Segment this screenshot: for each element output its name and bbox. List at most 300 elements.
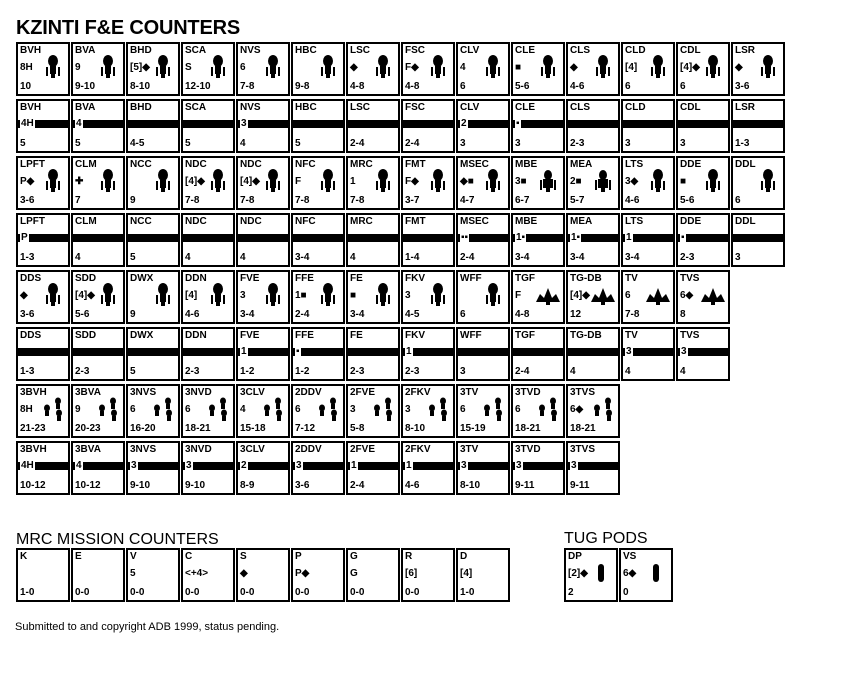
counter-stat: ◆ <box>20 290 28 301</box>
ship2-icon <box>535 168 561 194</box>
unit-counter[interactable] <box>16 156 70 210</box>
crippled-counter[interactable] <box>346 99 400 153</box>
mrc-mission-counter[interactable] <box>71 548 125 602</box>
counter-name: CLM <box>75 159 97 170</box>
crippled-counter[interactable] <box>621 327 675 381</box>
counter-name: FKV <box>405 273 425 284</box>
crippled-counter[interactable] <box>676 99 730 153</box>
counter-stat: [4]◆ <box>75 290 95 301</box>
crippled-bar <box>183 348 233 356</box>
crippled-counter[interactable] <box>511 327 565 381</box>
counter-stat: 3■ <box>515 176 527 187</box>
unit-counter[interactable] <box>456 270 510 324</box>
counter-name: 3CLV <box>240 387 265 398</box>
counter-stat: 3◆ <box>625 176 639 187</box>
unit-counter[interactable] <box>621 156 675 210</box>
unit-counter[interactable] <box>346 156 400 210</box>
mrc-mission-counter[interactable] <box>126 548 180 602</box>
crippled-counter[interactable] <box>181 327 235 381</box>
unit-counter[interactable] <box>456 42 510 96</box>
crippled-bar <box>18 348 68 356</box>
crippled-counter[interactable] <box>181 99 235 153</box>
crippled-counter[interactable] <box>456 99 510 153</box>
counter-bottom: 3-4 <box>240 309 255 320</box>
unit-counter[interactable] <box>401 270 455 324</box>
unit-counter[interactable] <box>71 270 125 324</box>
unit-counter[interactable] <box>731 42 785 96</box>
crippled-counter[interactable] <box>16 213 70 267</box>
counter-bottom: 2-3 <box>405 366 420 377</box>
unit-counter[interactable] <box>236 384 290 438</box>
crippled-bar <box>458 348 508 356</box>
counter-bottom: 5 <box>295 138 301 149</box>
counter-bottom: 4 <box>625 366 631 377</box>
crippled-bar-label: 4H <box>21 118 34 129</box>
crippled-bar <box>403 462 453 470</box>
unit-counter[interactable] <box>346 42 400 96</box>
crippled-bar <box>513 234 563 242</box>
ship1-icon <box>40 168 66 194</box>
counter-bottom: 3 <box>680 138 686 149</box>
unit-counter[interactable] <box>566 42 620 96</box>
crippled-bar-label: 3 <box>296 460 302 471</box>
group-icon <box>315 396 341 422</box>
unit-counter[interactable] <box>71 42 125 96</box>
unit-counter[interactable] <box>456 384 510 438</box>
tug-icon <box>645 282 671 308</box>
crippled-counter[interactable] <box>511 99 565 153</box>
counter-bottom: 4-7 <box>460 195 475 206</box>
group-icon <box>40 396 66 422</box>
unit-counter[interactable] <box>511 42 565 96</box>
crippled-counter[interactable] <box>291 441 345 495</box>
unit-counter[interactable] <box>731 156 785 210</box>
ship1-icon <box>40 282 66 308</box>
ship1-icon <box>260 54 286 80</box>
counter-bottom: 5-6 <box>680 195 695 206</box>
unit-counter[interactable] <box>566 384 620 438</box>
counter-bottom: 3 <box>515 138 521 149</box>
counter-name: R <box>405 551 413 562</box>
ship1-icon <box>645 168 671 194</box>
crippled-counter[interactable] <box>566 327 620 381</box>
counter-name: 3BVA <box>75 387 101 398</box>
counter-bottom: 4 <box>240 252 246 263</box>
counter-stat: [6] <box>405 568 418 579</box>
counter-bottom: 7-8 <box>240 81 255 92</box>
crippled-bar <box>293 234 343 242</box>
mrc-mission-counter[interactable] <box>456 548 510 602</box>
counter-name: NDC <box>240 159 262 170</box>
counter-name: CLE <box>515 102 535 113</box>
counter-name: 3NVD <box>185 444 212 455</box>
group-icon <box>480 396 506 422</box>
counter-bottom: 4-6 <box>405 480 420 491</box>
crippled-bar-label: 4H <box>21 460 34 471</box>
counter-bottom: 2-3 <box>680 252 695 263</box>
unit-counter[interactable] <box>511 270 565 324</box>
counter-name: NFC <box>295 216 316 227</box>
counter-name: WFF <box>460 273 482 284</box>
counter-stat: [4]◆ <box>570 290 590 301</box>
counter-name: LSC <box>350 102 370 113</box>
counter-stat: P◆ <box>20 176 35 187</box>
unit-counter[interactable] <box>126 42 180 96</box>
crippled-bar <box>513 462 563 470</box>
counter-name: SDD <box>75 273 97 284</box>
counter-stat: 8H <box>20 404 33 415</box>
ship1-icon <box>260 282 286 308</box>
counter-stat: F◆ <box>405 176 419 187</box>
counter-name: HBC <box>295 102 317 113</box>
counter-stat: ■ <box>680 176 687 187</box>
crippled-counter[interactable] <box>621 99 675 153</box>
crippled-bar-label: ▪ <box>681 232 685 243</box>
mrc-mission-counter[interactable] <box>401 548 455 602</box>
unit-counter[interactable] <box>181 156 235 210</box>
counter-bottom: 4-6 <box>625 195 640 206</box>
counter-name: NCC <box>130 216 152 227</box>
tug-pod-counter[interactable] <box>619 548 673 602</box>
crippled-bar <box>18 120 68 128</box>
counter-bottom: 3-4 <box>570 252 585 263</box>
counter-bottom: 2-4 <box>350 480 365 491</box>
unit-counter[interactable] <box>16 270 70 324</box>
counter-stat: S <box>185 62 192 73</box>
counter-bottom: 3 <box>460 366 466 377</box>
crippled-counter[interactable] <box>731 213 785 267</box>
crippled-bar <box>293 120 343 128</box>
crippled-bar <box>403 120 453 128</box>
unit-counter[interactable] <box>676 42 730 96</box>
crippled-bar <box>513 120 563 128</box>
unit-counter[interactable] <box>401 384 455 438</box>
counter-name: CLV <box>460 102 480 113</box>
unit-counter[interactable] <box>456 156 510 210</box>
crippled-counter[interactable] <box>71 99 125 153</box>
unit-counter[interactable] <box>16 384 70 438</box>
counter-bottom: 0-0 <box>130 587 145 598</box>
unit-counter[interactable] <box>236 270 290 324</box>
crippled-bar <box>238 462 288 470</box>
unit-counter[interactable] <box>401 42 455 96</box>
crippled-counter[interactable] <box>566 441 620 495</box>
crippled-counter[interactable] <box>456 441 510 495</box>
counter-bottom: 1-4 <box>405 252 420 263</box>
counter-bottom: 4 <box>680 366 686 377</box>
counter-bottom: 6 <box>735 195 741 206</box>
counter-name: E <box>75 551 82 562</box>
crippled-counter[interactable] <box>181 441 235 495</box>
crippled-counter[interactable] <box>126 441 180 495</box>
crippled-counter[interactable] <box>401 213 455 267</box>
crippled-counter[interactable] <box>126 99 180 153</box>
full-strength-row <box>16 384 816 436</box>
crippled-bar <box>348 120 398 128</box>
crippled-counter[interactable] <box>401 441 455 495</box>
counter-bottom: 8-10 <box>130 81 151 92</box>
counter-stat: 9 <box>75 62 81 73</box>
counter-name: NVS <box>240 102 261 113</box>
counter-bottom: 2-3 <box>75 366 90 377</box>
counter-name: LSC <box>350 45 370 56</box>
counter-name: LTS <box>625 159 644 170</box>
unit-counter[interactable] <box>181 270 235 324</box>
counter-bottom: 5-7 <box>570 195 585 206</box>
unit-counter[interactable] <box>16 42 70 96</box>
crippled-bar-label: 3 <box>241 118 247 129</box>
crippled-counter[interactable] <box>456 213 510 267</box>
counter-name: CLS <box>570 102 590 113</box>
counter-bottom: 4 <box>75 252 81 263</box>
unit-counter[interactable] <box>566 270 620 324</box>
mrc-mission-counter[interactable] <box>236 548 290 602</box>
counter-bottom: 7-12 <box>295 423 316 434</box>
crippled-counter[interactable] <box>346 441 400 495</box>
counter-stat: ◆ <box>570 62 578 73</box>
crippled-bar <box>18 462 68 470</box>
counter-name: CLD <box>625 45 646 56</box>
ship1-icon <box>95 54 121 80</box>
counter-stat: 6◆ <box>570 404 584 415</box>
unit-counter[interactable] <box>181 42 235 96</box>
crippled-counter[interactable] <box>621 213 675 267</box>
counter-bottom: 2-4 <box>295 309 310 320</box>
crippled-counter[interactable] <box>346 327 400 381</box>
mrc-mission-counter[interactable] <box>346 548 400 602</box>
mrc-section-title: MRC MISSION COUNTERS <box>16 531 219 548</box>
counter-name: FE <box>350 273 363 284</box>
unit-counter[interactable] <box>291 270 345 324</box>
crippled-counter[interactable] <box>456 327 510 381</box>
counter-stat: P◆ <box>295 568 310 579</box>
counter-bottom: 1-3 <box>20 366 35 377</box>
crippled-bar <box>678 234 728 242</box>
counter-bottom: 10-12 <box>20 480 46 491</box>
counter-stat: [5]◆ <box>130 62 150 73</box>
ship1-icon <box>590 54 616 80</box>
counter-bottom: 5-8 <box>350 423 365 434</box>
counter-name: TVS <box>680 330 700 341</box>
counter-bottom: 3-6 <box>295 480 310 491</box>
counter-bottom: 2 <box>568 587 574 598</box>
crippled-counter[interactable] <box>236 441 290 495</box>
unit-counter[interactable] <box>676 156 730 210</box>
ship1-icon <box>205 54 231 80</box>
crippled-bar <box>238 348 288 356</box>
unit-counter[interactable] <box>126 270 180 324</box>
counter-bottom: 1-0 <box>20 587 35 598</box>
unit-counter[interactable] <box>291 384 345 438</box>
crippled-counter[interactable] <box>566 213 620 267</box>
unit-counter[interactable] <box>126 384 180 438</box>
crippled-bar <box>183 120 233 128</box>
counter-name: DDN <box>185 273 207 284</box>
crippled-counter[interactable] <box>181 213 235 267</box>
crippled-counter[interactable] <box>16 441 70 495</box>
counter-name: 3TV <box>460 387 479 398</box>
group-icon <box>535 396 561 422</box>
crippled-bar <box>128 462 178 470</box>
counter-name: WFF <box>460 330 482 341</box>
counter-name: FFE <box>295 330 314 341</box>
counter-bottom: 7-8 <box>240 195 255 206</box>
unit-counter[interactable] <box>566 156 620 210</box>
unit-counter[interactable] <box>291 156 345 210</box>
crippled-counter[interactable] <box>71 213 125 267</box>
ship1-icon <box>370 282 396 308</box>
counter-stat: [2]◆ <box>568 568 588 579</box>
crippled-counter[interactable] <box>676 213 730 267</box>
counter-name: MEA <box>570 159 593 170</box>
copyright-footer: Submitted to and copyright ADB 1999, status pending. <box>15 621 280 633</box>
crippled-counter[interactable] <box>401 327 455 381</box>
counter-name: 3BVA <box>75 444 101 455</box>
counter-stat: 6 <box>185 404 191 415</box>
counter-name: TV <box>625 273 638 284</box>
group-icon <box>590 396 616 422</box>
ship1-icon <box>425 168 451 194</box>
crippled-counter[interactable] <box>511 441 565 495</box>
counter-stat: [4] <box>460 568 473 579</box>
counter-name: MRC <box>350 159 373 170</box>
counter-stat: 8H <box>20 62 33 73</box>
crippled-counter[interactable] <box>71 441 125 495</box>
pod-icon <box>643 560 669 586</box>
counter-bottom: 2-3 <box>570 138 585 149</box>
counter-name: CDL <box>680 45 701 56</box>
counter-name: DDE <box>680 159 702 170</box>
counter-bottom: 6 <box>680 81 686 92</box>
ship1-icon <box>150 282 176 308</box>
counter-name: FMT <box>405 159 426 170</box>
counter-bottom: 0-0 <box>75 587 90 598</box>
counter-bottom: 4 <box>570 366 576 377</box>
counter-bottom: 6-7 <box>515 195 530 206</box>
counter-name: 3TVD <box>515 387 541 398</box>
crippled-bar <box>678 120 728 128</box>
crippled-counter[interactable] <box>126 213 180 267</box>
crippled-counter[interactable] <box>291 213 345 267</box>
crippled-bar-label: 3 <box>516 460 522 471</box>
unit-counter[interactable] <box>71 156 125 210</box>
crippled-counter[interactable] <box>291 99 345 153</box>
crippled-bar-label: P <box>21 232 28 243</box>
ship1-icon <box>535 54 561 80</box>
counter-name: FVE <box>240 273 260 284</box>
unit-counter[interactable] <box>511 156 565 210</box>
crippled-counter[interactable] <box>16 327 70 381</box>
crippled-counter[interactable] <box>71 327 125 381</box>
unit-counter[interactable] <box>511 384 565 438</box>
counter-bottom: 9 <box>130 195 136 206</box>
mrc-mission-counter[interactable] <box>16 548 70 602</box>
counter-name: DWX <box>130 330 154 341</box>
crippled-bar <box>73 462 123 470</box>
crippled-counter[interactable] <box>236 327 290 381</box>
unit-counter[interactable] <box>236 156 290 210</box>
counter-stat: 2■ <box>570 176 582 187</box>
crippled-bar-label: 1 <box>241 346 247 357</box>
crippled-counter[interactable] <box>566 99 620 153</box>
crippled-bar <box>73 348 123 356</box>
counter-name: HBC <box>295 45 317 56</box>
unit-counter[interactable] <box>401 156 455 210</box>
counter-stat: F <box>515 290 522 301</box>
crippled-bar <box>293 462 343 470</box>
counter-bottom: 3 <box>460 138 466 149</box>
crippled-counter[interactable] <box>401 99 455 153</box>
mrc-mission-counter[interactable] <box>291 548 345 602</box>
counter-name: 2FVE <box>350 387 376 398</box>
counter-stat: 6 <box>625 290 631 301</box>
counter-name: CDL <box>680 102 701 113</box>
unit-counter[interactable] <box>621 42 675 96</box>
crippled-bar <box>183 234 233 242</box>
counter-name: TV <box>625 330 638 341</box>
unit-counter[interactable] <box>71 384 125 438</box>
counter-stat: [4]◆ <box>240 176 260 187</box>
counter-name: LPFT <box>20 216 45 227</box>
counter-bottom: 1-0 <box>460 587 475 598</box>
unit-counter[interactable] <box>236 42 290 96</box>
crippled-counter[interactable] <box>236 99 290 153</box>
crippled-bar <box>458 462 508 470</box>
crippled-counter[interactable] <box>731 99 785 153</box>
ship2-icon <box>590 168 616 194</box>
crippled-counter[interactable] <box>126 327 180 381</box>
counter-bottom: 2-4 <box>350 138 365 149</box>
crippled-bar-label: ▪ <box>516 118 520 129</box>
crippled-counter[interactable] <box>511 213 565 267</box>
crippled-counter[interactable] <box>676 327 730 381</box>
unit-counter[interactable] <box>676 270 730 324</box>
full-strength-row <box>16 156 816 208</box>
crippled-counter[interactable] <box>236 213 290 267</box>
counter-bottom: 1-2 <box>295 366 310 377</box>
unit-counter[interactable] <box>346 384 400 438</box>
crippled-bar <box>183 462 233 470</box>
ship1-icon <box>150 168 176 194</box>
crippled-counter[interactable] <box>346 213 400 267</box>
unit-counter[interactable] <box>621 270 675 324</box>
crippled-counter[interactable] <box>16 99 70 153</box>
crippled-bar <box>18 234 68 242</box>
unit-counter[interactable] <box>126 156 180 210</box>
counter-name: 2FKV <box>405 444 431 455</box>
counter-stat: ■ <box>515 62 522 73</box>
unit-counter[interactable] <box>346 270 400 324</box>
crippled-row <box>16 99 816 151</box>
ship1-icon <box>95 168 121 194</box>
mrc-mission-counter[interactable] <box>181 548 235 602</box>
counter-name: CLE <box>515 45 535 56</box>
ship1-icon <box>370 168 396 194</box>
counter-bottom: 3-6 <box>735 81 750 92</box>
counter-name: LTS <box>625 216 644 227</box>
crippled-counter[interactable] <box>291 327 345 381</box>
counter-stat: 4 <box>460 62 466 73</box>
counter-name: 3TVS <box>570 444 596 455</box>
unit-counter[interactable] <box>181 384 235 438</box>
unit-counter[interactable] <box>291 42 345 96</box>
counter-stat: 3 <box>405 290 411 301</box>
counter-name: V <box>130 551 137 562</box>
tug-pod-counter[interactable] <box>564 548 618 602</box>
ship1-icon <box>150 54 176 80</box>
counter-bottom: 21-23 <box>20 423 46 434</box>
crippled-bar-label: 3 <box>186 460 192 471</box>
